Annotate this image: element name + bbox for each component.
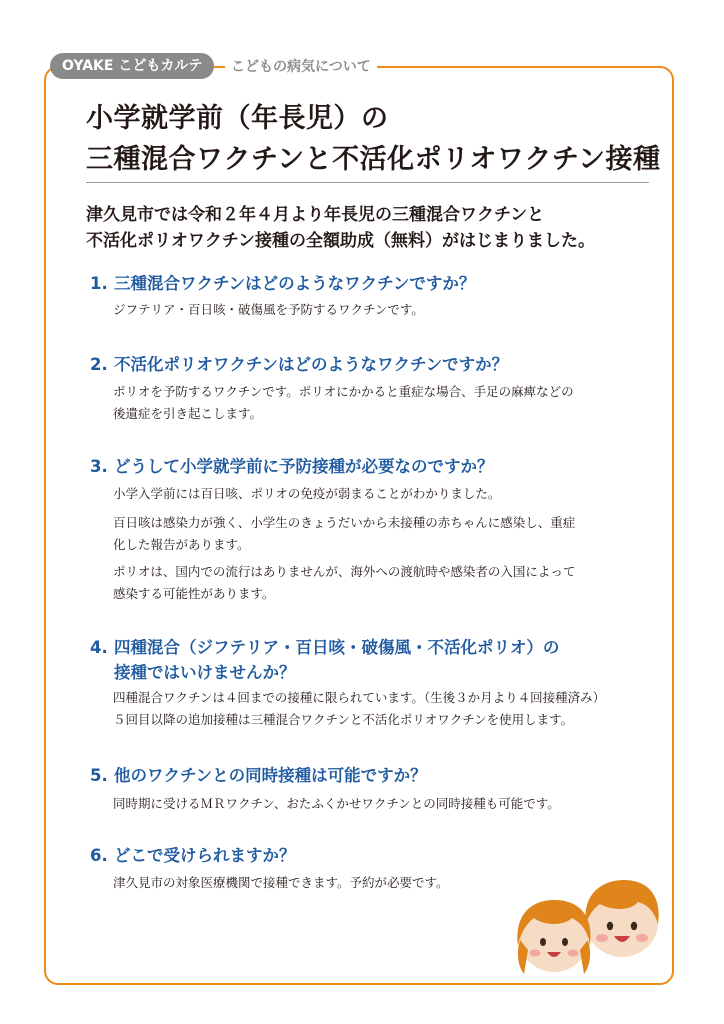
question-text-line-1: 四種混合（ジフテリア・百日咳・破傷風・不活化ポリオ）の: [114, 638, 560, 657]
intro-text: [86, 202, 666, 254]
answer-1: [113, 299, 424, 321]
answer-3-p2: [113, 512, 575, 556]
answer-line: 百日咳は感染力が強く、小学生のきょうだいから未接種の赤ちゃんに感染し、重症: [113, 515, 576, 530]
answer-line: ポリオは、国内での流行はありませんが、海外への渡航時や感染者の入国によって: [113, 564, 576, 579]
question-number: 3.: [90, 457, 108, 476]
question-number: 6.: [90, 846, 108, 865]
question-text: どこで受けられますか？: [114, 846, 296, 865]
answer-line: ジフテリア・百日咳・破傷風を予防するワクチンです。: [113, 302, 424, 317]
section-label: こどもの病気について: [225, 56, 377, 78]
answer-line: ポリオを予防するワクチンです。ポリオにかかると重症な場合、手足の麻痺などの: [113, 384, 574, 399]
answer-line: 小学入学前には百日咳、ポリオの免疫が弱まることがわかりました。: [113, 486, 501, 501]
question-3: [90, 454, 494, 479]
question-number: 4.: [90, 638, 108, 657]
title-line-1: 小学就学前（年長児）の: [86, 103, 389, 134]
answer-line: 四種混合ワクチンは４回までの接種に限られています。（生後３か月より４回接種済み）: [113, 690, 606, 705]
page-title: [86, 98, 666, 180]
question-4: [90, 635, 559, 685]
question-text: 他のワクチンとの同時接種は可能ですか？: [114, 766, 427, 785]
intro-line-2: 不活化ポリオワクチン接種の全額助成（無料）がはじまりました。: [86, 231, 595, 251]
title-divider: [86, 182, 649, 183]
title-line-2: 三種混合ワクチンと不活化ポリオワクチン接種: [86, 144, 661, 175]
boy-face-icon: [585, 880, 658, 957]
question-number: 2.: [90, 355, 108, 374]
answer-4: [113, 687, 605, 731]
question-5: [90, 763, 427, 788]
question-2: [90, 352, 508, 377]
intro-line-1: 津久見市では令和２年４月より年長児の三種混合ワクチンと: [86, 205, 545, 225]
question-1: [90, 271, 475, 296]
answer-line: 同時期に受けるＭＲワクチン、おたふくかせワクチンとの同時接種も可能です。: [113, 796, 560, 811]
question-text: 三種混合ワクチンはどのようなワクチンですか？: [114, 274, 476, 293]
answer-6: [113, 872, 449, 894]
answer-3-p3: [113, 561, 575, 605]
question-text-line-2: 接種ではいけませんか？: [114, 663, 296, 682]
answer-3-p1: [113, 483, 500, 505]
answer-line: 津久見市の対象医療機関で接種できます。予約が必要です。: [113, 875, 449, 890]
answer-line: 感染する可能性があります。: [113, 586, 275, 601]
answer-line: ５回目以降の追加接種は三種混合ワクチンと不活化ポリオワクチンを使用します。: [113, 712, 574, 727]
question-text: どうして小学就学前に予防接種が必要なのですか？: [114, 457, 494, 476]
girl-face-icon: [517, 900, 590, 974]
answer-line: 化した報告があります。: [113, 537, 250, 552]
answer-5: [113, 793, 560, 815]
brand-tab: OYAKE こどもカルテ: [50, 53, 214, 79]
answer-line: 後遺症を引き起こします。: [113, 406, 263, 421]
question-number: 5.: [90, 766, 108, 785]
children-illustration: [510, 876, 670, 976]
question-number: 1.: [90, 274, 108, 293]
answer-2: [113, 381, 574, 425]
question-6: [90, 843, 296, 868]
question-text: 不活化ポリオワクチンはどのようなワクチンですか？: [114, 355, 509, 374]
